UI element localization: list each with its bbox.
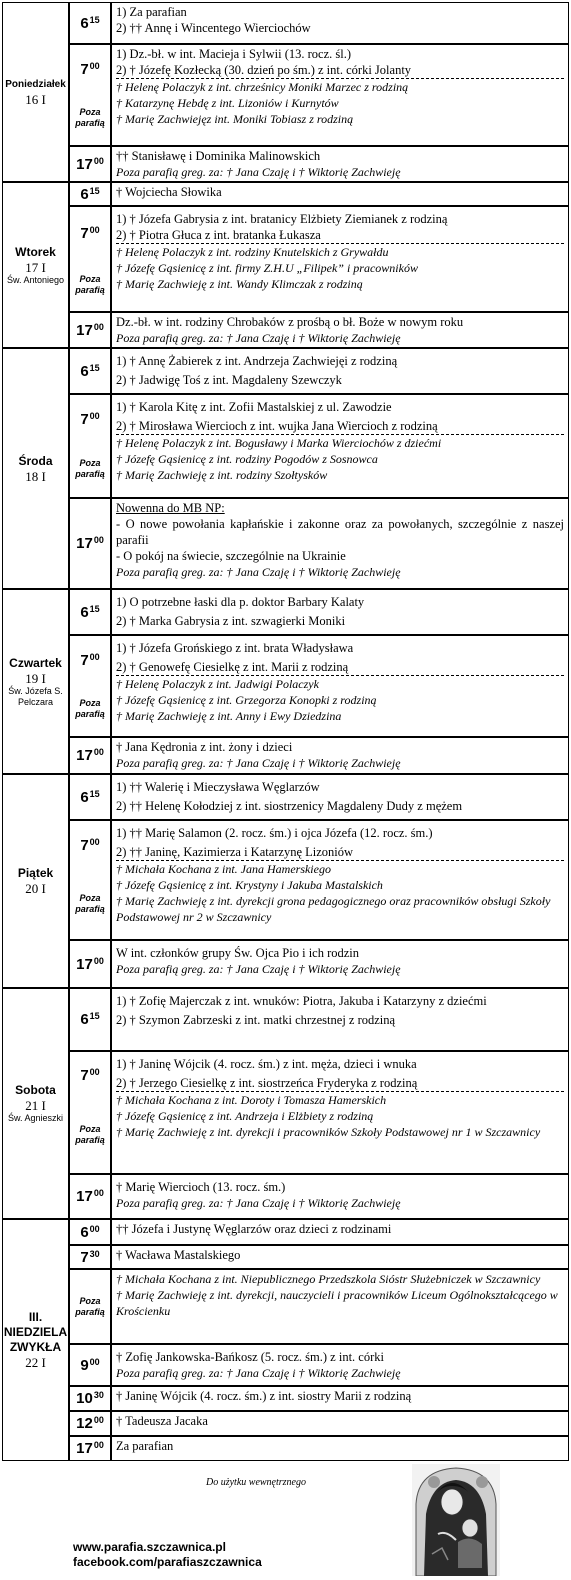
intention-line-outside: † Helenę Polaczyk z int. Jadwigi Polaczyk	[116, 677, 319, 691]
mass-intentions	[111, 1219, 569, 1245]
mass-hour: 7	[80, 411, 89, 428]
intention-line: † Marię Wiercioch (13. rocz. śm.)	[116, 1180, 286, 1194]
mass-intentions	[111, 44, 569, 146]
internal-use-note: Do użytku wewnętrznego	[206, 1477, 306, 1488]
outside-parish-label: Poza parafią	[75, 1295, 105, 1317]
mass-intentions	[111, 146, 569, 182]
intention-line: Nowenna do MB NP:	[116, 501, 225, 515]
day-name: Piątek	[17, 866, 54, 880]
intention-line-outside: † Józefę Gąsienicę z int. rodziny Pogodów z Sosnowca	[116, 452, 378, 466]
day-cell	[2, 1219, 69, 1461]
intention-line: 2) † Marka Gabrysia z int. szwagierki Moniki	[116, 614, 346, 628]
mass-time	[69, 1174, 111, 1219]
mass-time	[69, 1411, 111, 1436]
mass-minutes: 00	[93, 955, 104, 966]
day-date: 18 I	[25, 468, 46, 484]
mass-time	[69, 774, 111, 820]
intention-line: 1) † Zofię Majerczak z int. wnuków: Piotra, Jakuba i Katarzyny z dziećmi	[116, 994, 487, 1008]
facebook-link[interactable]: facebook.com/parafiaszczawnica	[73, 1555, 262, 1569]
day-date: 20 I	[25, 881, 46, 896]
mass-minutes: 00	[89, 837, 100, 847]
mass-intentions	[111, 737, 569, 774]
mass-hour: 6	[80, 185, 89, 203]
mass-intentions	[111, 312, 569, 348]
mass-minutes: 00	[93, 1188, 104, 1198]
intention-line-outside: Poza parafią greg. za: † Jana Czaję i † Wiktorię Zachwieję	[116, 331, 401, 345]
mass-hour: 17	[76, 535, 93, 552]
mass-intentions	[111, 348, 569, 394]
day-saint: Św. Agnieszki	[7, 1113, 64, 1123]
intention-line: 1) † Janinę Wójcik (4. rocz. śm.) z int. męża, dzieci i wnuka	[116, 1057, 417, 1071]
intention-line-outside: Poza parafią greg. za: † Jana Czaję i † Wiktorię Zachwieję	[116, 1366, 401, 1380]
intention-line: † Jana Kędronia z int. żony i dzieci	[116, 740, 293, 754]
mass-intentions	[111, 1386, 569, 1411]
intention-line: † Wojciecha Słowika	[116, 185, 222, 199]
mass-intentions	[111, 1436, 569, 1461]
mass-minutes: 00	[93, 155, 104, 166]
mass-minutes: 15	[89, 788, 100, 799]
intention-line-outside: † Józefę Gąsienicę z int. Krystyny i Jakuba Mastalskich	[116, 878, 383, 892]
mass-time	[69, 589, 111, 635]
intention-line: † Zofię Jankowska-Bańkosz (5. rocz. śm.) z int. córki	[116, 1350, 384, 1364]
intention-line: - O nowe powołania kapłańskie i zakonne oraz za powołanych, szczególnie z naszej parafii	[116, 517, 564, 547]
mass-hour: 17	[76, 321, 93, 339]
outside-parish-label: Poza parafią	[75, 458, 105, 479]
mass-time	[69, 312, 111, 348]
mass-hour: 17	[76, 1440, 93, 1457]
mass-hour: 10	[76, 1390, 93, 1407]
mass-time	[69, 1436, 111, 1461]
intention-line-outside: † Marię Zachwieję z int. dyrekcji grona pedagogicznego oraz pracowników obsługi Szkoły Podstawowej nr 2 w Szczawnicy	[116, 894, 551, 924]
mass-intentions	[111, 498, 569, 589]
intention-line: 1) Za parafian	[116, 5, 187, 19]
mass-time	[69, 1219, 111, 1245]
mass-hour: 7	[80, 1248, 89, 1266]
intention-line-outside: † Michała Kochana z int. Niepublicznego Przedszkola Sióstr Służebniczek w Szczawnicy	[116, 1272, 541, 1286]
mass-hour: 6	[80, 788, 89, 806]
day-name: Poniedziałek	[5, 79, 66, 90]
mass-intentions	[111, 1245, 569, 1269]
mass-minutes: 00	[89, 1223, 100, 1234]
intention-line-outside: † Michała Kochana z int. Doroty i Tomasza Hamerskich	[116, 1093, 387, 1107]
mass-intentions	[111, 1411, 569, 1436]
outside-parish-label: Poza parafią	[75, 274, 105, 295]
mass-hour: 6	[80, 1011, 89, 1028]
day-name: Czwartek	[9, 655, 62, 670]
intention-line: 2) † Genowefę Ciesielkę z int. Marii z rodziną	[116, 656, 564, 676]
intention-line: † Tadeusza Jacaka	[116, 1414, 208, 1428]
intention-line-outside: † Marię Zachwiejęz int. Moniki Tobiasz z rodziną	[116, 112, 354, 126]
mass-intentions	[111, 589, 569, 635]
mass-minutes: 15	[89, 14, 100, 25]
intention-line-outside: † Marię Zachwieję z int. dyrekcji i pracowników Szkoły Podstawowej nr 1 w Szczawnicy	[116, 1125, 541, 1139]
mass-hour: 6	[80, 603, 89, 621]
intention-line: 2) † Jadwigę Toś z int. Magdaleny Szewczyk	[116, 373, 342, 387]
intention-line: 2) † Jerzego Ciesielkę z int. siostrzeńca Fryderyka z rodziną	[116, 1072, 564, 1092]
mass-minutes: 15	[89, 1011, 100, 1021]
mass-hour: 7	[80, 225, 89, 242]
day-saint: Św. Antoniego	[6, 274, 65, 285]
mass-hour: 6	[80, 1223, 89, 1241]
mass-minutes: 00	[93, 1440, 104, 1450]
mass-intentions	[111, 206, 569, 312]
intention-line-outside: † Marię Zachwieję z int. dyrekcji, nauczycieli i pracowników Liceum Ogólnokształcącego w Krościenku	[116, 1288, 558, 1318]
intention-line: 2) †† Annę i Wincentego Wierciochów	[116, 21, 311, 35]
mass-intentions	[111, 820, 569, 940]
intention-line-outside: † Marię Zachwieję z int. Anny i Ewy Dziedzina	[116, 709, 342, 723]
mass-minutes: 00	[93, 747, 104, 757]
mass-intentions	[111, 1174, 569, 1219]
day-date: 21 I	[25, 1098, 46, 1113]
mass-minutes: 00	[89, 1067, 100, 1077]
intention-line: 2) † Piotra Głuca z int. bratanka Łukasza	[116, 227, 564, 244]
intention-line-outside: † Michała Kochana z int. Jana Hamerskiego	[116, 862, 331, 876]
intention-line: 1) † Karola Kitę z int. Zofii Mastalskiej z ul. Zawodzie	[116, 400, 392, 414]
intention-line-outside: † Helenę Polaczyk z int. chrześnicy Moniki Marzec z rodziną	[116, 80, 409, 94]
intention-line: Dz.-bł. w int. rodziny Chrobaków z prośbą o bł. Boże w nowym roku	[116, 315, 464, 329]
day-cell	[2, 589, 69, 774]
mass-hour: 17	[76, 747, 93, 764]
mass-time	[69, 182, 111, 206]
mass-time	[69, 1245, 111, 1269]
mass-hour: 17	[76, 1188, 93, 1205]
mass-intentions	[111, 988, 569, 1051]
day-name: III. NIEDZIELA ZWYKŁA	[3, 1310, 68, 1354]
mass-time	[69, 146, 111, 182]
mass-hour: 7	[80, 652, 89, 669]
mass-minutes: 30	[93, 1390, 104, 1400]
mass-time	[69, 498, 111, 589]
mass-minutes: 00	[93, 1415, 104, 1425]
day-name: Środa	[18, 453, 53, 468]
mass-hour: 9	[80, 1356, 89, 1374]
intention-line-outside: † Helenę Polaczyk z int. Bogusławy i Marka Wierciochów z dziećmi	[116, 436, 442, 450]
mass-hour: 7	[80, 837, 89, 854]
intention-line-outside: † Marię Zachwieję z int. rodziny Szołtysków	[116, 468, 328, 482]
mass-hour: 6	[80, 362, 89, 380]
intention-line-outside: † Józefę Gąsienicę z int. firmy Z.H.U „Filipek” i pracowników	[116, 261, 418, 275]
intention-line: 1) †† Walerię i Mieczysława Węglarzów	[116, 780, 320, 794]
mass-intentions	[111, 182, 569, 206]
day-cell	[2, 348, 69, 589]
mass-intentions	[111, 635, 569, 737]
mass-minutes: 00	[89, 61, 100, 71]
day-date: 19 I	[25, 670, 46, 686]
mass-intentions	[111, 394, 569, 498]
intention-line: 1) † Józefa Grońskiego z int. brata Władysława	[116, 641, 354, 655]
mass-minutes: 00	[89, 225, 100, 235]
mass-time	[69, 348, 111, 394]
intention-line: 1) O potrzebne łaski dla p. doktor Barbary Kalaty	[116, 595, 365, 609]
intention-line-outside: Poza parafią greg. za: † Jana Czaję i † Wiktorię Zachwieję	[116, 1196, 401, 1210]
intention-line: 1) †† Marię Salamon (2. rocz. śm.) i ojca Józefa (12. rocz. śm.)	[116, 826, 433, 840]
mass-minutes: 00	[93, 535, 104, 545]
mass-time	[69, 2, 111, 44]
day-saint: Św. Józefa S. Pelczara	[8, 685, 63, 707]
mass-time	[69, 988, 111, 1051]
mass-hour: 6	[80, 14, 89, 32]
day-date: 17 I	[25, 259, 46, 275]
intention-line: - O pokój na świecie, szczególnie na Ukrainie	[116, 549, 346, 563]
intention-line: † Janinę Wójcik (4. rocz. śm.) z int. siostry Marii z rodziną	[116, 1389, 412, 1403]
intention-line: 1) † Annę Żabierek z int. Andrzeja Zachwiejęi z rodziną	[116, 354, 398, 368]
day-cell	[2, 988, 69, 1219]
outside-parish-label: Poza parafią	[75, 107, 105, 128]
mass-intentions	[111, 774, 569, 820]
website-link[interactable]: www.parafia.szczawnica.pl	[73, 1540, 226, 1554]
outside-parish-label: Poza parafią	[75, 698, 105, 719]
outside-parish-label: Poza parafią	[75, 893, 105, 914]
mass-intentions	[111, 940, 569, 988]
mass-hour: 17	[76, 155, 93, 173]
intention-line-outside: Poza parafią greg. za: † Jana Czaję i † Wiktorię Zachwieję	[116, 756, 401, 770]
intention-line: 1) † Józefa Gabrysia z int. bratanicy Elżbiety Ziemianek z rodziną	[116, 212, 448, 226]
day-cell	[2, 2, 69, 182]
mass-hour: 7	[80, 61, 89, 78]
day-date: 22 I	[25, 1355, 46, 1370]
mass-minutes: 00	[89, 1356, 100, 1367]
intention-line: Za parafian	[116, 1439, 174, 1453]
mass-time	[69, 940, 111, 988]
intention-line: 2) † Józefę Kozłecką (30. dzień po śm.) z int. córki Jolanty	[116, 62, 564, 79]
intention-line: †† Józefa i Justynę Węglarzów oraz dzieci z rodzinami	[116, 1222, 392, 1236]
intention-line: 2) † Szymon Zabrzeski z int. matki chrzestnej z rodziną	[116, 1013, 396, 1027]
intention-line: † Wacława Mastalskiego	[116, 1248, 241, 1262]
intention-line-outside: Poza parafią greg. za: † Jana Czaję i † Wiktorię Zachwieję	[116, 165, 401, 179]
intention-line-outside: † Katarzynę Hebdę z int. Lizoniów i Kurnytów	[116, 96, 339, 110]
intention-line-outside: † Józefę Gąsienicę z int. Andrzeja i Elżbiety z rodziną	[116, 1109, 374, 1123]
intention-line-outside: Poza parafią greg. za: † Jana Czaję i † Wiktorię Zachwieję	[116, 962, 401, 976]
mass-minutes: 15	[89, 362, 100, 373]
mass-hour: 17	[76, 955, 93, 973]
mass-minutes: 00	[89, 652, 100, 662]
mass-hour: 12	[76, 1415, 93, 1432]
mass-minutes: 00	[93, 321, 104, 332]
intention-line-outside: Poza parafią greg. za: † Jana Czaję i † Wiktorię Zachwieję	[116, 565, 401, 579]
intention-line: 2) †† Janinę, Kazimierza i Katarzynę Lizoniów	[116, 841, 564, 861]
mass-intentions	[111, 1051, 569, 1174]
intention-line-outside: † Józefę Gąsienicę z int. Grzegorza Konopki z rodziną	[116, 693, 377, 707]
intention-line: 2) † Mirosława Wiercioch z int. wujka Jana Wiercioch z rodziną	[116, 415, 564, 435]
intention-line-outside: † Marię Zachwieję z int. Wandy Klimczak z rodziną	[116, 277, 363, 291]
intention-line-outside: † Helenę Polaczyk z int. rodziny Knutelskich z Grywałdu	[116, 245, 389, 259]
day-name: Sobota	[15, 1083, 56, 1097]
mass-time	[69, 737, 111, 774]
mass-time	[69, 1386, 111, 1411]
mass-minutes: 30	[89, 1248, 100, 1259]
mass-minutes: 00	[89, 411, 100, 421]
day-cell	[2, 774, 69, 988]
intention-line: 1) Dz.-bł. w int. Macieja i Sylwii (13. rocz. śl.)	[116, 47, 352, 61]
madonna-icon-image	[412, 1464, 500, 1576]
day-name: Wtorek	[15, 244, 56, 259]
day-cell	[2, 182, 69, 348]
footer	[0, 1461, 571, 1580]
mass-intentions	[111, 2, 569, 44]
day-date: 16 I	[25, 92, 46, 107]
mass-intentions	[111, 1344, 569, 1386]
mass-hour: 7	[80, 1067, 89, 1084]
intention-line: 2) †† Helenę Kołodziej z int. siostrzenicy Magdaleny Dudy z mężem	[116, 799, 463, 813]
mass-minutes: 15	[89, 185, 100, 196]
intention-line: †† Stanisławę i Dominika Malinowskich	[116, 149, 321, 163]
mass-minutes: 15	[89, 603, 100, 614]
outside-parish-label: Poza parafią	[75, 1124, 105, 1145]
intention-line: W int. członków grupy Św. Ojca Pio i ich rodzin	[116, 946, 360, 960]
mass-time	[69, 1344, 111, 1386]
mass-intentions	[111, 1269, 569, 1344]
